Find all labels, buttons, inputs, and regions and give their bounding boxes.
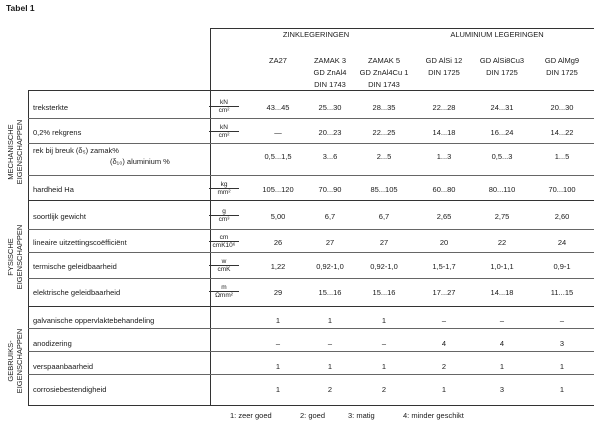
- table-cell: 1: [275, 385, 281, 394]
- unit-fraction: [206, 124, 242, 139]
- table-cell: 1,0-1,1: [490, 262, 514, 271]
- group-header-aluminium: ALUMINIUM LEGERINGEN: [450, 30, 544, 39]
- bottom-rule: [28, 405, 594, 406]
- row-label: soortlijk gewicht: [33, 212, 86, 221]
- row-rule: [28, 175, 594, 176]
- table-cell: 43...45: [266, 103, 290, 112]
- table-cell: 20: [439, 238, 449, 247]
- column-header-2-line-3: DIN 1743: [314, 80, 346, 89]
- table-cell: 70...90: [318, 185, 342, 194]
- table-cell: 1: [559, 362, 565, 371]
- table-cell: 11...15: [550, 288, 574, 297]
- row-label: verspaanbaarheid: [33, 362, 94, 371]
- section-rule: [28, 306, 594, 307]
- row-label: treksterkte: [33, 103, 69, 112]
- table-cell: 2...5: [376, 152, 392, 161]
- section-label-mechanical: MECHANISCHE EIGENSCHAPPEN: [6, 119, 24, 185]
- table-cell: 2: [327, 385, 333, 394]
- table-cell: 0,92-1,0: [316, 262, 344, 271]
- row-rule: [28, 252, 594, 253]
- table-cell: 1: [327, 316, 333, 325]
- table-cell: 1: [381, 362, 387, 371]
- column-header-3-line-1: ZAMAK 5: [367, 56, 401, 65]
- table-cell: 1,5-1,7: [432, 262, 456, 271]
- unit-fraction: [206, 234, 242, 249]
- column-header-6-line-1: GD AlMg9: [544, 56, 580, 65]
- section-divider: [28, 90, 29, 405]
- table-cell: 6,7: [378, 212, 390, 221]
- row-label: anodizering: [33, 339, 72, 348]
- table-cell: 80...110: [488, 185, 516, 194]
- table-cell: 1: [275, 362, 281, 371]
- table-cell: 1...3: [436, 152, 452, 161]
- table-cell: 24...31: [490, 103, 514, 112]
- table-cell: 16...24: [490, 128, 514, 137]
- section-label-physical: FYSISCHE EIGENSCHAPPEN: [6, 224, 24, 290]
- unit-numerator: g: [222, 208, 226, 215]
- table-title: Tabel 1: [6, 3, 35, 13]
- table-cell: –: [559, 316, 565, 325]
- table-cell: 4: [441, 339, 447, 348]
- table-cell: 25...30: [318, 103, 342, 112]
- table-cell: 1: [559, 385, 565, 394]
- table-cell: 2: [381, 385, 387, 394]
- column-header-2-line-1: ZAMAK 3: [313, 56, 347, 65]
- table-cell: 22...28: [432, 103, 456, 112]
- table-cell: 70...100: [548, 185, 576, 194]
- table-cell: –: [327, 339, 333, 348]
- column-header-4-line-1: GD AlSi 12: [425, 56, 463, 65]
- table-cell: –: [381, 339, 387, 348]
- table-cell: 60...80: [432, 185, 456, 194]
- table-cell: 15...16: [318, 288, 342, 297]
- table-cell: 29: [273, 288, 283, 297]
- table-cell: 3: [499, 385, 505, 394]
- unit-fraction: [206, 208, 242, 223]
- column-header-6-line-2: DIN 1725: [546, 68, 578, 77]
- top-rule: [210, 28, 594, 29]
- row-label: 0,2% rekgrens: [33, 128, 82, 137]
- row-label: lineaire uitzettingscoëfficiënt: [33, 238, 127, 247]
- row-rule: [28, 278, 594, 279]
- row-rule: [28, 351, 594, 352]
- table-cell: 1: [327, 362, 333, 371]
- table-cell: 27: [379, 238, 389, 247]
- unit-denominator: cm²: [218, 107, 230, 114]
- row-rule: [28, 328, 594, 329]
- unit-denominator: Ωmm²: [215, 292, 233, 299]
- table-cell: 0,5...1,5: [264, 152, 292, 161]
- column-header-5-line-1: GD AlSi8Cu3: [479, 56, 525, 65]
- unit-denominator: cm³: [218, 216, 230, 223]
- table-cell: 24: [557, 238, 567, 247]
- unit-numerator: w: [221, 258, 227, 265]
- unit-numerator: kN: [220, 99, 228, 106]
- unit-denominator: cm²: [218, 132, 230, 139]
- table-cell: 1: [381, 316, 387, 325]
- table-cell: 0,5...3: [491, 152, 513, 161]
- row-rule: [28, 229, 594, 230]
- table-cell: 14...18: [490, 288, 514, 297]
- column-header-2-line-2: GD ZnAl4: [313, 68, 347, 77]
- header-rule: [28, 90, 594, 91]
- column-header-3-line-2: GD ZnAl4Cu 1: [359, 68, 409, 77]
- legend-4: 4: minder geschikt: [403, 411, 464, 420]
- table-cell: 22: [497, 238, 507, 247]
- row-label: rek bij breuk (δ₅) zamak%: [33, 146, 119, 155]
- table-cell: 15...16: [372, 288, 396, 297]
- unit-numerator: cm: [219, 234, 229, 241]
- table-cell: 2: [441, 362, 447, 371]
- table-cell: 28...35: [372, 103, 396, 112]
- table-cell: 1,22: [270, 262, 286, 271]
- legend-3: 3: matig: [348, 411, 375, 420]
- column-header-5-line-2: DIN 1725: [486, 68, 518, 77]
- row-label: elektrische geleidbaarheid: [33, 288, 121, 297]
- unit-numerator: kg: [220, 181, 228, 188]
- legend-1: 1: zeer goed: [230, 411, 272, 420]
- table-cell: –: [275, 339, 281, 348]
- table-cell: 3: [559, 339, 565, 348]
- table-cell: –: [499, 316, 505, 325]
- group-header-zinc: ZINKLEGERINGEN: [282, 30, 350, 39]
- table-cell: 1: [275, 316, 281, 325]
- unit-numerator: kN: [220, 124, 228, 131]
- table-cell: 85...105: [370, 185, 398, 194]
- row-label: hardheid Ha: [33, 185, 74, 194]
- table-cell: 14...18: [432, 128, 456, 137]
- unit-fraction: [206, 284, 242, 299]
- row-label-secondary: (δ₁₀) aluminium %: [110, 157, 170, 166]
- table-cell: 20...23: [318, 128, 342, 137]
- table-cell: 20...30: [550, 103, 574, 112]
- table-cell: 22...25: [372, 128, 396, 137]
- unit-fraction: [206, 258, 242, 273]
- table-cell: 26: [273, 238, 283, 247]
- table-cell: 14...22: [550, 128, 574, 137]
- table-cell: 2,75: [494, 212, 510, 221]
- column-header-3-line-3: DIN 1743: [368, 80, 400, 89]
- unit-numerator: m: [221, 284, 227, 291]
- row-label: termische geleidbaarheid: [33, 262, 117, 271]
- unit-denominator: mm²: [217, 189, 231, 196]
- row-rule: [28, 118, 594, 119]
- column-header-1-line-1: ZA27: [269, 56, 287, 65]
- table-cell: 27: [325, 238, 335, 247]
- legend-2: 2: goed: [300, 411, 326, 420]
- table-cell: 0,92-1,0: [370, 262, 398, 271]
- table-cell: 105...120: [262, 185, 294, 194]
- table-cell: 0,9-1: [553, 262, 571, 271]
- unit-denominator: cmK: [217, 266, 231, 273]
- table-cell: 3...6: [322, 152, 338, 161]
- unit-fraction: [206, 181, 242, 196]
- column-header-4-line-2: DIN 1725: [428, 68, 460, 77]
- table-cell: 1: [499, 362, 505, 371]
- section-rule: [28, 200, 594, 201]
- table-cell: —: [274, 128, 282, 137]
- row-label: corrosiebestendigheid: [33, 385, 107, 394]
- table-cell: 5,00: [270, 212, 286, 221]
- row-rule: [28, 143, 594, 144]
- table-cell: 2,60: [554, 212, 570, 221]
- table-cell: 4: [499, 339, 505, 348]
- table-cell: 17...27: [432, 288, 456, 297]
- table-cell: 1...5: [554, 152, 570, 161]
- unit-fraction: [206, 99, 242, 114]
- row-label: galvanische oppervlaktebehandeling: [33, 316, 155, 325]
- table-cell: –: [441, 316, 447, 325]
- row-rule: [28, 374, 594, 375]
- unit-denominator: cmK10⁶: [212, 242, 236, 249]
- table-cell: 2,65: [436, 212, 452, 221]
- section-label-use: GEBRUIKS- EIGENSCHAPPEN: [6, 328, 24, 394]
- table-cell: 6,7: [324, 212, 336, 221]
- table-cell: 1: [441, 385, 447, 394]
